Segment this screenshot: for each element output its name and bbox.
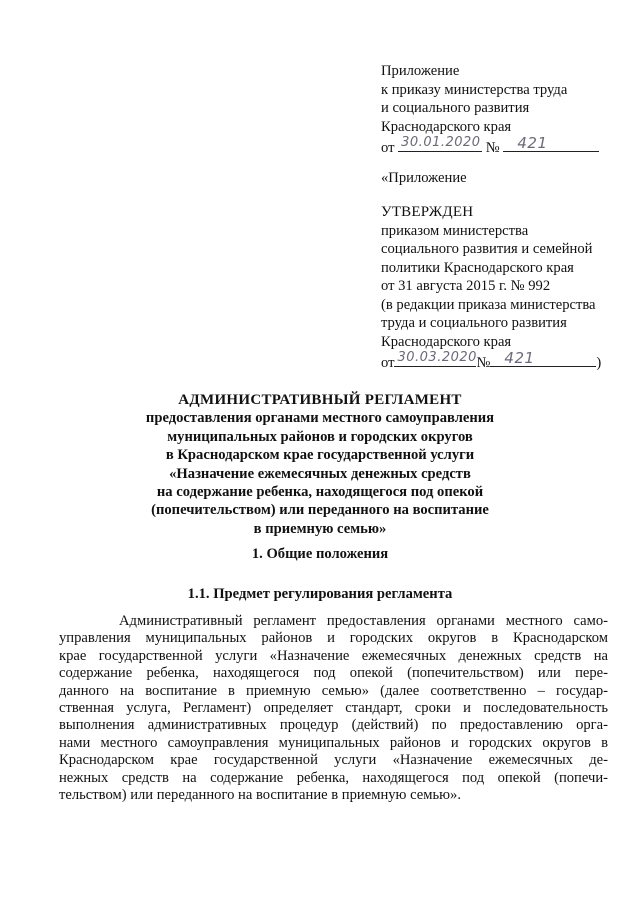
paragraph-line: управления муниципальных районов и городских округов в Краснодарском [59,630,608,647]
section-heading: 1. Общие положения [251,546,389,562]
handwritten-number: 421 [517,133,548,152]
approval-date-line [381,348,631,373]
title-line: в Краснодарском крае государственной услуги [165,447,475,464]
document-title [60,391,580,538]
title-line: предоставления органами местного самоуправления [145,410,495,427]
approval-line: труда и социального развития [381,315,567,331]
annex-reference: «Приложение [381,170,467,186]
title-line: (попечительством) или переданного на воспитание [151,502,489,519]
approval-line: от 31 августа 2015 г. № 992 [381,278,551,294]
title-line: муниципальных районов и городских округов [167,428,473,445]
paragraph-line: содержание ребенка, находящегося под опекой (попечительством) или пере- [59,665,608,682]
paragraph-line: тельством) или переданного на воспитание в приемную семью». [59,787,461,804]
paragraph-line: Административный регламент предоставления органами местного само- [119,613,608,629]
title-line: в приемную семью» [253,520,387,537]
title-line: «Назначение ежемесячных денежных средств [169,465,471,482]
approval-block [381,203,631,373]
date-field [394,351,476,367]
handwritten-date: 30.01.2020 [401,134,481,150]
closing-paren: ) [596,355,602,371]
paragraph-line: нами местного самоуправления муниципальных районов и городских округов в [59,734,608,751]
annex-line: Краснодарского края [381,118,512,135]
annex-line: к приказу министерства труда [381,81,568,98]
paragraph-line: крае государственной услуги «Назначение ежемесячных денежных средств на [59,647,608,664]
date-prefix: от [381,140,395,156]
approval-line: политики Краснодарского края [381,259,574,276]
approval-line: Краснодарского края [381,333,512,350]
approval-line: приказом министерства [381,222,529,239]
number-prefix: № [485,140,500,156]
paragraph-line: выполнения административных процедур (действий) по предоставлению орга- [59,717,608,734]
title-line: на содержание ребенка, находящегося под опекой [156,484,484,501]
handwritten-number: 421 [504,348,535,367]
annex-line: и социального развития [381,100,530,116]
paragraph-line: Краснодарском крае государственной услуги «Назначение ежемесячных де- [59,752,608,769]
paragraph-line: ственная услуга, Регламент) определяет стандарт, сроки и последовательность [59,700,608,717]
annex-date-line [381,133,631,158]
paragraph-line: нежных средств на содержание ребенка, находящегося под опекой (попечи- [59,769,608,786]
subsection-heading: 1.1. Предмет регулирования регламента [187,586,453,602]
number-prefix: № [476,355,491,371]
annex-line: Приложение [381,63,460,79]
date-field [398,136,482,152]
approval-heading: УТВЕРЖДЕН [381,204,474,220]
number-field [503,133,599,152]
number-field [490,348,596,367]
title-main: АДМИНИСТРАТИВНЫЙ РЕГЛАМЕНТ [178,392,462,408]
annex-header [381,62,631,158]
date-prefix: от [381,355,395,371]
body-paragraph [59,613,608,804]
approval-line: (в редакции приказа министерства [381,296,596,313]
approval-line: социального развития и семейной [381,241,593,257]
handwritten-date: 30.03.2020 [397,349,477,365]
paragraph-line: данного на воспитание в приемную семью» (далее соответственно – государ- [59,682,608,699]
